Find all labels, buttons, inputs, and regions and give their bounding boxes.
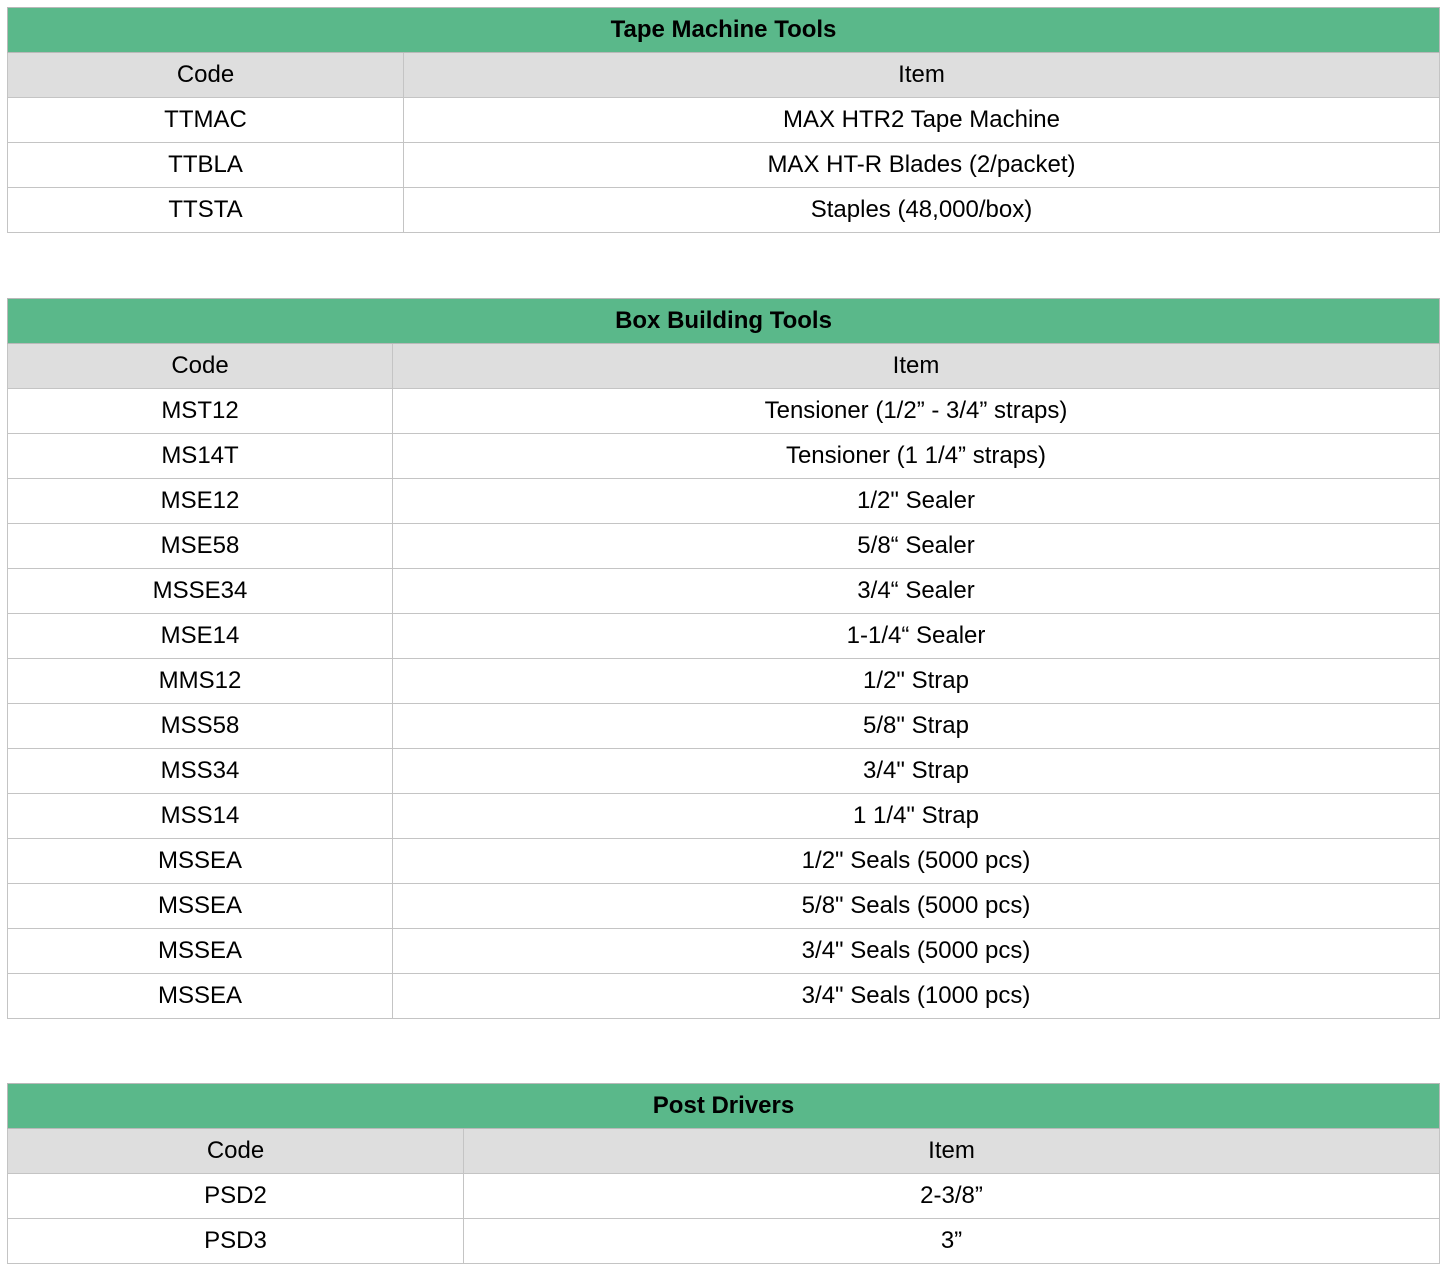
table-row bbox=[8, 1219, 1440, 1264]
table-row bbox=[8, 749, 1440, 794]
column-header-item: Item bbox=[464, 1129, 1440, 1174]
code-cell: MSE58 bbox=[8, 524, 393, 569]
code-cell: MSS58 bbox=[8, 704, 393, 749]
table-row bbox=[8, 569, 1440, 614]
item-cell: 3” bbox=[464, 1219, 1440, 1264]
code-cell: MS14T bbox=[8, 434, 393, 479]
code-cell: PSD2 bbox=[8, 1174, 464, 1219]
table-row bbox=[8, 188, 1440, 233]
table-row bbox=[8, 839, 1440, 884]
table-row bbox=[8, 1174, 1440, 1219]
item-cell: 3/4“ Sealer bbox=[393, 569, 1440, 614]
table-row bbox=[8, 929, 1440, 974]
table-title: Post Drivers bbox=[8, 1084, 1440, 1129]
table-row bbox=[8, 974, 1440, 1019]
column-header-item: Item bbox=[393, 344, 1440, 389]
item-cell: Staples (48,000/box) bbox=[404, 188, 1440, 233]
item-cell: 3/4" Seals (1000 pcs) bbox=[393, 974, 1440, 1019]
column-header-code: Code bbox=[8, 53, 404, 98]
code-cell: MSE12 bbox=[8, 479, 393, 524]
table-row bbox=[8, 884, 1440, 929]
item-cell: 5/8" Strap bbox=[393, 704, 1440, 749]
column-header-code: Code bbox=[8, 1129, 464, 1174]
table-row bbox=[8, 704, 1440, 749]
item-cell: 1/2" Seals (5000 pcs) bbox=[393, 839, 1440, 884]
table-row bbox=[8, 614, 1440, 659]
table-row bbox=[8, 434, 1440, 479]
item-cell: 2-3/8” bbox=[464, 1174, 1440, 1219]
item-cell: Tensioner (1 1/4” straps) bbox=[393, 434, 1440, 479]
table-title: Box Building Tools bbox=[8, 299, 1440, 344]
table-row bbox=[8, 143, 1440, 188]
column-header-item: Item bbox=[404, 53, 1440, 98]
item-cell: 5/8“ Sealer bbox=[393, 524, 1440, 569]
item-cell: 3/4" Seals (5000 pcs) bbox=[393, 929, 1440, 974]
code-cell: PSD3 bbox=[8, 1219, 464, 1264]
post-drivers-table bbox=[7, 1083, 1440, 1264]
code-cell: MSS14 bbox=[8, 794, 393, 839]
code-cell: TTSTA bbox=[8, 188, 404, 233]
item-cell: 1/2" Sealer bbox=[393, 479, 1440, 524]
code-cell: MSSEA bbox=[8, 974, 393, 1019]
box-building-tools-table bbox=[7, 298, 1440, 1019]
code-cell: MSSEA bbox=[8, 884, 393, 929]
code-cell: MSSE34 bbox=[8, 569, 393, 614]
code-cell: TTBLA bbox=[8, 143, 404, 188]
item-cell: Tensioner (1/2” - 3/4” straps) bbox=[393, 389, 1440, 434]
item-cell: 1 1/4" Strap bbox=[393, 794, 1440, 839]
item-cell: 1/2" Strap bbox=[393, 659, 1440, 704]
code-cell: MSE14 bbox=[8, 614, 393, 659]
code-cell: MST12 bbox=[8, 389, 393, 434]
table-row bbox=[8, 524, 1440, 569]
code-cell: TTMAC bbox=[8, 98, 404, 143]
item-cell: MAX HT-R Blades (2/packet) bbox=[404, 143, 1440, 188]
code-cell: MSS34 bbox=[8, 749, 393, 794]
table-row bbox=[8, 98, 1440, 143]
code-cell: MMS12 bbox=[8, 659, 393, 704]
item-cell: 3/4" Strap bbox=[393, 749, 1440, 794]
item-cell: 5/8" Seals (5000 pcs) bbox=[393, 884, 1440, 929]
table-row bbox=[8, 794, 1440, 839]
code-cell: MSSEA bbox=[8, 929, 393, 974]
tape-machine-tools-table bbox=[7, 7, 1440, 233]
table-title: Tape Machine Tools bbox=[8, 8, 1440, 53]
column-header-code: Code bbox=[8, 344, 393, 389]
item-cell: 1-1/4“ Sealer bbox=[393, 614, 1440, 659]
item-cell: MAX HTR2 Tape Machine bbox=[404, 98, 1440, 143]
table-row bbox=[8, 389, 1440, 434]
code-cell: MSSEA bbox=[8, 839, 393, 884]
table-row bbox=[8, 479, 1440, 524]
table-row bbox=[8, 659, 1440, 704]
